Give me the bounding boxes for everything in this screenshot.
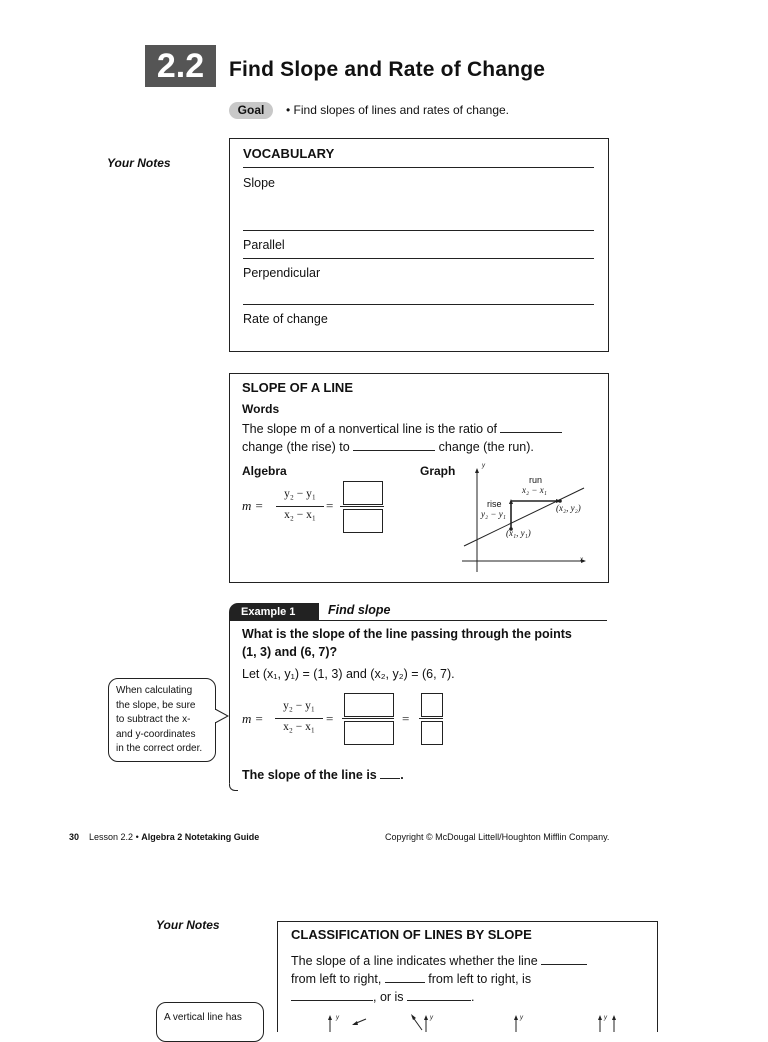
vocabulary-box [229, 138, 609, 352]
footer-copyright: Copyright © McDougal Littell/Houghton Mifflin Company. [385, 832, 610, 842]
slope-heading: SLOPE OF A LINE [242, 380, 353, 395]
example-divider [229, 620, 607, 621]
run-text: change (the run). [438, 440, 534, 454]
answer-blank[interactable] [291, 988, 373, 1001]
vocab-term-slope: Slope [243, 176, 275, 190]
mini-graph-y-label: y [430, 1015, 433, 1021]
graph-point2-label: (x₂, y₂) [556, 503, 581, 513]
example-simplified-denominator[interactable] [421, 721, 443, 745]
mini-graph-y-label: y [604, 1015, 607, 1021]
example1-question-line1: What is the slope of the line passing through the points [242, 627, 572, 641]
example-formula-m: m = [242, 711, 264, 726]
formula-numerator: y₂ − y₁ [284, 488, 316, 500]
page-number: 30 [69, 832, 80, 842]
graph-label: Graph [420, 464, 456, 478]
algebra-label: Algebra [242, 464, 287, 478]
graph-rise-label: rise [487, 499, 502, 509]
formula-m: m = [242, 498, 264, 513]
your-notes-label-page2: Your Notes [156, 918, 220, 932]
formula-equals: = [326, 498, 334, 513]
example-equals-1: = [326, 711, 334, 726]
example-formula-numerator: y₂ − y₁ [283, 700, 315, 712]
slope-definition-line1 [242, 420, 562, 436]
example1-title: Find slope [328, 603, 391, 617]
mini-graph-y-label: y [520, 1015, 523, 1021]
goal-label: Goal [229, 102, 273, 119]
graph-point1-label: (x₁, y₁) [506, 528, 531, 538]
fraction-bar [342, 718, 394, 719]
callout-line: in the correct order. [116, 743, 203, 754]
fraction-bar [419, 718, 443, 719]
classification-heading: CLASSIFICATION OF LINES BY SLOPE [291, 927, 532, 942]
classification-text-3a: , or is [373, 990, 404, 1004]
callout-line: A vertical line has [164, 1012, 242, 1023]
words-label: Words [242, 402, 280, 416]
callout-line: When calculating [116, 685, 193, 696]
slope-graph [460, 468, 590, 574]
divider [243, 230, 594, 231]
example-answer-numerator[interactable] [344, 693, 394, 717]
graph-run-label: run [529, 475, 543, 485]
divider [243, 304, 594, 305]
example1-question-line2: (1, 3) and (6, 7)? [242, 645, 338, 659]
slope-definition-text: The slope m of a nonvertical line is the ratio of [242, 422, 497, 436]
answer-blank[interactable] [353, 438, 435, 451]
vocab-term-perpendicular: Perpendicular [243, 266, 321, 280]
vocab-term-rate-of-change: Rate of change [243, 312, 328, 326]
fraction-bar [340, 506, 384, 507]
answer-blank[interactable] [541, 952, 587, 965]
callout-pointer [215, 708, 229, 724]
footer-bullet: • [135, 832, 139, 842]
classification-line1 [291, 952, 587, 968]
vocabulary-heading: VOCABULARY [243, 146, 335, 161]
your-notes-label: Your Notes [107, 156, 171, 170]
divider [243, 167, 594, 168]
vertical-line-callout [156, 1002, 264, 1042]
answer-blank[interactable] [380, 756, 400, 779]
goal-text: • Find slopes of lines and rates of change. [286, 103, 510, 117]
example-equals-2: = [402, 711, 410, 726]
answer-box-numerator[interactable] [343, 481, 383, 505]
axes [462, 468, 586, 572]
graph-y-label: y [482, 463, 485, 469]
footer-lesson: Lesson 2.2 [89, 832, 134, 842]
graph-run-expression: x₂ − x₁ [522, 485, 547, 495]
divider [243, 258, 594, 259]
example1-conclusion [242, 756, 404, 782]
formula-denominator: x₂ − x₁ [284, 509, 316, 521]
example-formula-denominator: x₂ − x₁ [283, 721, 315, 733]
classification-box [277, 921, 658, 1032]
classification-text-1: The slope of a line indicates whether the line [291, 954, 538, 968]
fraction-bar [275, 718, 323, 719]
conclusion-text: The slope of the line is [242, 768, 377, 782]
mini-graph-y-label: y [336, 1015, 339, 1021]
fraction-bar [276, 506, 324, 507]
example-left-bracket [229, 620, 230, 784]
callout-line: to subtract the x- [116, 714, 191, 725]
lesson-number-badge: 2.2 [145, 45, 216, 87]
example-bracket-end [229, 784, 238, 791]
footer-guide: Algebra 2 Notetaking Guide [141, 832, 260, 842]
classification-line3 [291, 988, 475, 1004]
mini-graph-negative [411, 1014, 428, 1032]
answer-blank[interactable] [407, 988, 471, 1001]
page-footer [69, 832, 259, 842]
slope-definition-line2 [242, 438, 534, 454]
example1-let-line: Let (x₁, y₁) = (1, 3) and (x₂, y₂) = (6, 7). [242, 667, 455, 681]
mini-graphs-row [318, 1012, 638, 1032]
classification-text-2a: from left to right, [291, 972, 382, 986]
example-answer-denominator[interactable] [344, 721, 394, 745]
classification-line2 [291, 970, 531, 986]
tip-callout [108, 678, 216, 762]
graph-rise-expression: y₂ − y₁ [481, 509, 506, 519]
conclusion-period: . [400, 768, 404, 782]
slope-of-a-line-box [229, 373, 609, 583]
rise-text: change (the rise) to [242, 440, 350, 454]
lesson-title: Find Slope and Rate of Change [229, 58, 546, 81]
example1-tab: Example 1 [229, 603, 319, 621]
answer-blank[interactable] [385, 970, 425, 983]
vocab-term-parallel: Parallel [243, 238, 285, 252]
callout-line: and y-coordinates [116, 728, 196, 740]
graph-x-label: x [580, 557, 583, 563]
callout-line: the slope, be sure [116, 699, 196, 711]
answer-blank[interactable] [500, 420, 562, 433]
classification-text-3b: . [471, 990, 475, 1004]
answer-box-denominator[interactable] [343, 509, 383, 533]
classification-text-2b: from left to right, is [428, 972, 532, 986]
example-simplified-numerator[interactable] [421, 693, 443, 717]
